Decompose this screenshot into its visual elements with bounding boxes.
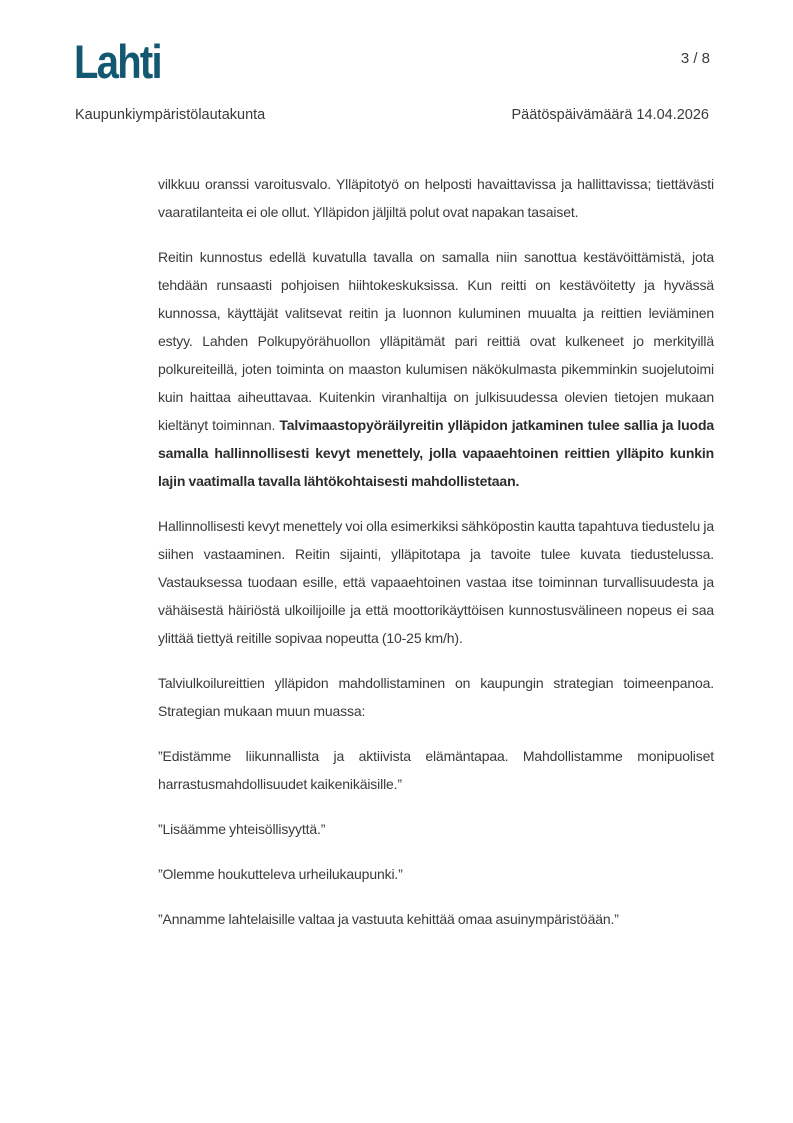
strategy-quote-3-text: ”Olemme houkutteleva urheilukaupunki.” [158,866,403,882]
strategy-quote-1-text: ”Edistämme liikunnallista ja aktiivista elämäntapaa. Mahdollistamme monipuoliset harrastusmahdollisuudet kaikenikäisille.” [158,748,714,792]
decision-date: Päätöspäivämäärä 14.04.2026 [511,107,709,123]
paragraph-3-text: Hallinnollisesti kevyt menettely voi olla esimerkiksi sähköpostin kautta tapahtuva tiedustelu ja siihen vastaaminen. Reitin sijainti, ylläpitotapa ja tavoite tulee kuvata tiedustelussa. Vastauksessa tuodaan esille, että vapaaehtoinen vastaa itse toiminnan turvallisuudesta ja vähäisestä häiriöstä ulkoilijoille ja että moottorikäyttöisen kunnostusvälineen nopeus ei saa ylittää tiettyä reitille sopivaa nopeutta (10-25 km/h). [158,518,714,646]
paragraph-1-text: vilkkuu oranssi varoitusvalo. Ylläpitotyö on helposti havaittavissa ja hallittavissa; tiettävästi vaaratilanteita ei ole ollut. Ylläpidon jäljiltä polut ovat napakan tasaiset. [158,176,714,220]
page-number: 3 / 8 [680,50,710,67]
strategy-quote-1 [158,742,714,798]
strategy-quote-4-text: ”Annamme lahtelaisille valtaa ja vastuuta kehittää omaa asuinympäristöään.” [158,911,619,927]
document-meta-row [75,107,709,123]
paragraph-2-bold-statement: Talvimaastopyöräilyreitin ylläpidon jatkaminen tulee sallia ja luoda samalla hallinnollisesti kevyt menettely, jolla vapaaehtoinen reittien ylläpito kunkin lajin vaatimalla tavalla lähtökohtaisesti mahdollistetaan. [158,417,714,489]
strategy-quote-2 [158,815,714,843]
paragraph-2-text: Reitin kunnostus edellä kuvatulla tavalla on samalla niin sanottua kestävöittämistä, jota tehdään runsaasti pohjoisen hiihtokeskuksissa. Kun reitti on kestävöitetty ja hyvässä kunnossa, käyttäjät valitsevat reitin ja luonnon kuluminen muualta ja reittien leviäminen estyy. Lahden Polkupyörähuollon ylläpitämät pari reittiä ovat kulkeneet jo merkityillä polkureiteillä, joten toiminta on maaston kulumisen näkökulmasta pikemminkin suojelutoimi kuin haittaa aiheuttavaa. Kuitenkin viranhaltija on julkisuudessa olevien tietojen mukaan kieltänyt toiminnan. [158,249,714,433]
paragraph-4 [158,669,714,725]
paragraph-1 [158,170,714,226]
strategy-quote-3 [158,860,714,888]
paragraph-2 [158,243,714,495]
committee-name: Kaupunkiympäristölautakunta [75,107,266,123]
strategy-quote-2-text: ”Lisäämme yhteisöllisyyttä.” [158,821,326,837]
paragraph-3 [158,512,714,652]
document-body [158,170,714,950]
strategy-quote-4 [158,905,714,933]
paragraph-4-text: Talviulkoilureittien ylläpidon mahdollistaminen on kaupungin strategian toimeenpanoa. Strategian mukaan muun muassa: [158,675,714,719]
lahti-logo: Lahti [74,35,161,88]
